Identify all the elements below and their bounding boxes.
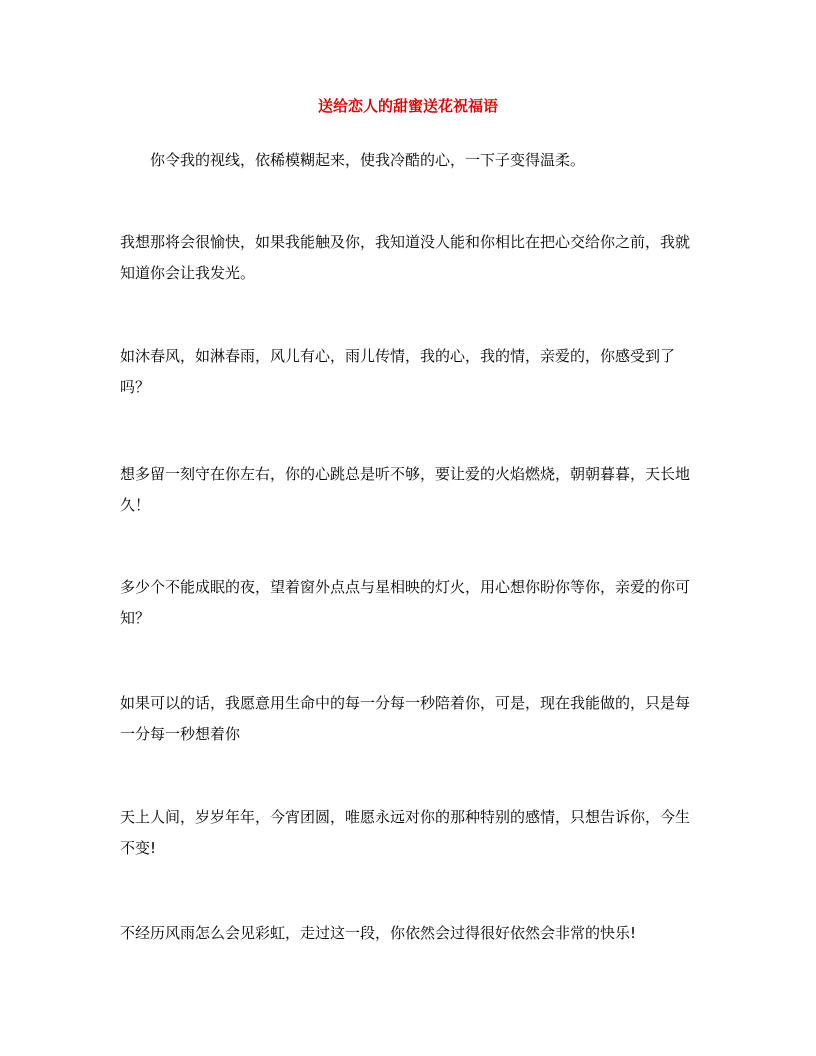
paragraph-6: 如果可以的话，我愿意用生命中的每一分每一秒陪着你，可是，现在我能做的，只是每一分每一秒想着你 [120, 694, 691, 743]
paragraph-1: 你令我的视线，依稀模糊起来，使我冷酷的心，一下子变得温柔。 [150, 151, 586, 169]
paragraph-7: 天上人间，岁岁年年，今宵团圆，唯愿永远对你的那种特别的感情，只想告诉你，今生不变! [120, 808, 691, 857]
paragraph-2: 我想那将会很愉快，如果我能触及你，我知道没人能和你相比在把心交给你之前，我就知道你会让我发光。 [120, 233, 691, 282]
document-title: 送给恋人的甜蜜送花祝福语 [317, 97, 498, 115]
paragraph-4: 想多留一刻守在你左右，你的心跳总是听不够，要让爱的火焰燃烧，朝朝暮暮，天长地久！ [120, 465, 691, 514]
paragraph-5: 多少个不能成眠的夜，望着窗外点点与星相映的灯火，用心想你盼你等你，亲爱的你可知？ [120, 578, 691, 627]
paragraph-3: 如沐春风，如淋春雨，风儿有心，雨儿传情，我的心，我的情，亲爱的，你感受到了吗？ [120, 347, 676, 396]
paragraph-8: 不经历风雨怎么会见彩虹，走过这一段，你依然会过得很好依然会非常的快乐! [120, 924, 637, 942]
